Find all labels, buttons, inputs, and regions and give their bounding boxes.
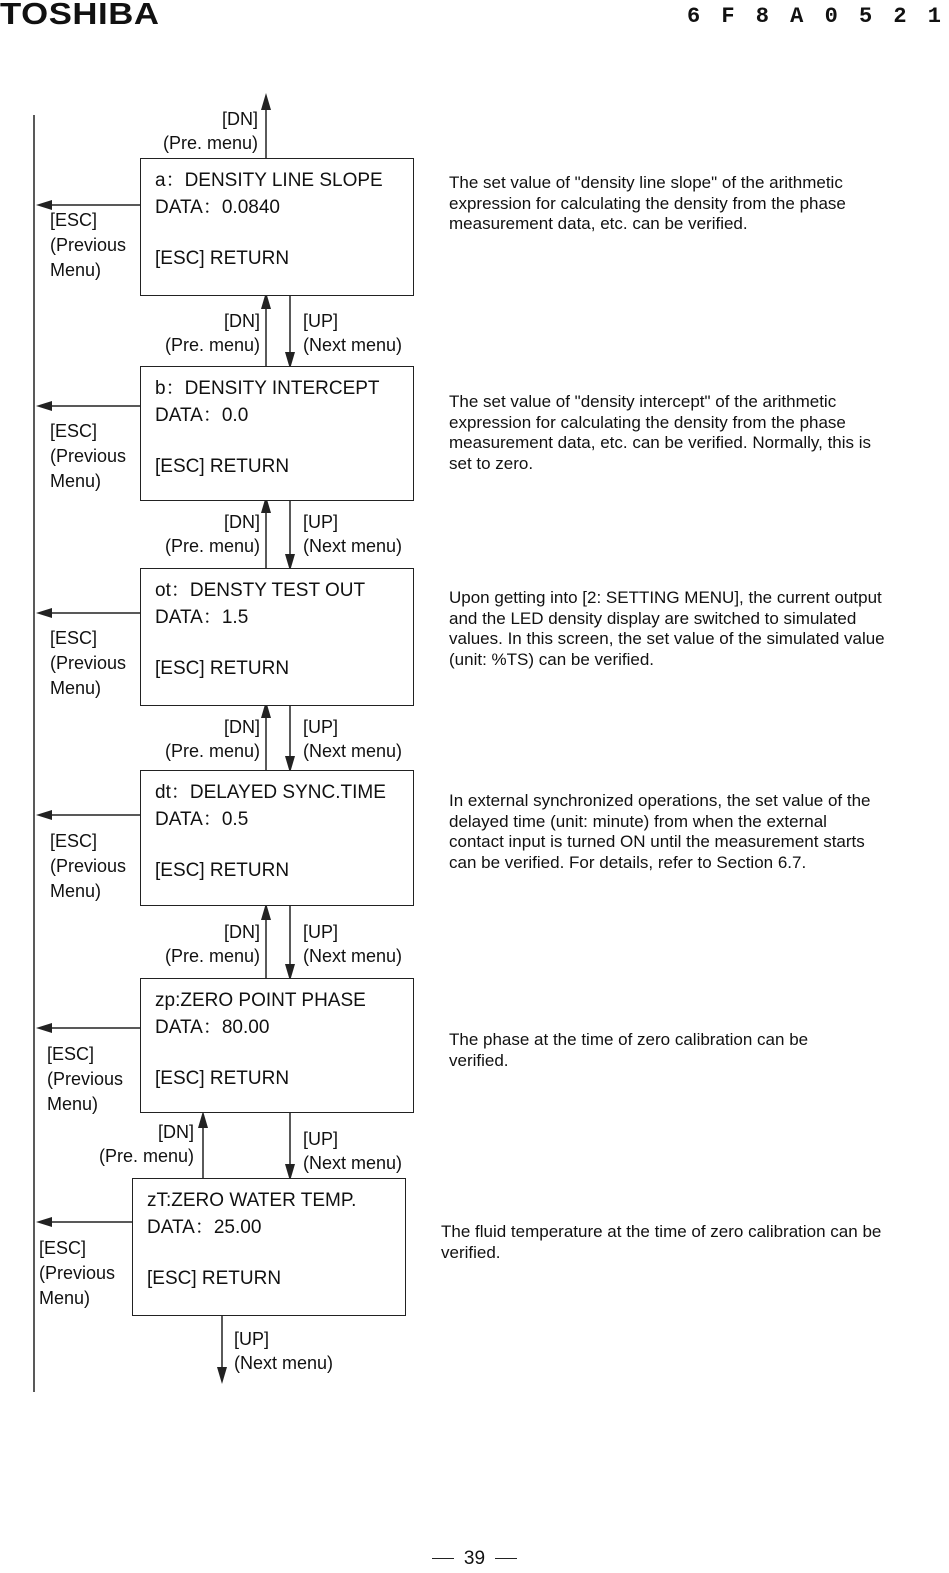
screen-title: dt：DELAYED SYNC.TIME bbox=[155, 782, 386, 803]
next-menu-text: (Next menu) bbox=[303, 946, 403, 966]
previous-text: (Previous bbox=[47, 1069, 124, 1089]
description-zero-point-phase: The phase at the time of zero calibration can be verified. bbox=[449, 1030, 809, 1070]
esc-arrowhead-4 bbox=[36, 810, 52, 820]
previous-text: (Previous bbox=[39, 1263, 116, 1283]
dn-arrowhead-top bbox=[261, 93, 271, 110]
screen-data: DATA：0.5 bbox=[155, 809, 249, 830]
screen-box-zero-point-phase bbox=[140, 978, 414, 1113]
pre-menu-text: (Pre. menu) bbox=[162, 133, 258, 153]
next-menu-text: (Next menu) bbox=[234, 1353, 334, 1373]
up-key-text: [UP] bbox=[234, 1329, 270, 1349]
esc-arrowhead-3 bbox=[36, 608, 52, 618]
esc-label-3 bbox=[50, 626, 126, 701]
pre-menu-text: (Pre. menu) bbox=[164, 946, 260, 966]
screen-box-density-line-slope bbox=[140, 158, 414, 296]
screen-title: ot：DENSTY TEST OUT bbox=[155, 580, 366, 601]
screen-title: b：DENSITY INTERCEPT bbox=[155, 378, 380, 399]
previous-text: (Previous bbox=[50, 235, 127, 255]
up-key-text: [UP] bbox=[303, 311, 339, 331]
esc-label-6 bbox=[39, 1236, 115, 1311]
screen-box-density-test-out bbox=[140, 568, 414, 706]
dn-label-2 bbox=[130, 510, 260, 558]
description-density-intercept: The set value of "density intercept" of the arithmetic expression for calculating the density from the phase measurement data, etc. can be verified. Normally, this is set to zero. bbox=[449, 392, 872, 473]
screen-box-zero-water-temp bbox=[132, 1178, 406, 1316]
pre-menu-text: (Pre. menu) bbox=[164, 741, 260, 761]
up-label-4 bbox=[303, 920, 402, 968]
previous-text: (Previous bbox=[50, 653, 127, 673]
dn-label-5 bbox=[70, 1120, 194, 1168]
up-label-2 bbox=[303, 510, 402, 558]
esc-arrowhead-2 bbox=[36, 401, 52, 411]
esc-key-text: [ESC] bbox=[50, 628, 98, 648]
up-key-text: [UP] bbox=[303, 1129, 339, 1149]
menu-text: Menu) bbox=[47, 1094, 99, 1114]
esc-label-2 bbox=[50, 419, 126, 494]
menu-text: Menu) bbox=[50, 260, 102, 280]
up-label-3 bbox=[303, 715, 402, 763]
screen-box-delayed-sync-time bbox=[140, 770, 414, 906]
pre-menu-text: (Pre. menu) bbox=[164, 536, 260, 556]
screen-data: DATA：80.00 bbox=[155, 1017, 270, 1038]
up-arrowhead-6 bbox=[217, 1367, 227, 1384]
screen-return: [ESC] RETURN bbox=[147, 1268, 282, 1289]
menu-text: Menu) bbox=[50, 881, 102, 901]
menu-text: Menu) bbox=[39, 1288, 91, 1308]
esc-label-1 bbox=[50, 208, 126, 283]
screen-box-density-intercept bbox=[140, 366, 414, 501]
up-label-5 bbox=[303, 1127, 402, 1175]
screen-data: DATA：25.00 bbox=[147, 1217, 262, 1238]
esc-key-text: [ESC] bbox=[50, 421, 98, 441]
page-number bbox=[0, 1548, 949, 1570]
page-number-text: 39 bbox=[463, 1548, 486, 1569]
dn-label-4 bbox=[130, 920, 260, 968]
page-dash-right bbox=[495, 1558, 517, 1559]
description-density-test-out: Upon getting into [2: SETTING MENU], the current output and the LED density display are switched to simulated values. In this screen, the set value of the simulated value (unit: %TS) can be verified. bbox=[449, 588, 885, 669]
dn-key-text: [DN] bbox=[158, 1122, 194, 1142]
dn-arrowhead-5 bbox=[198, 1111, 208, 1128]
up-label-6 bbox=[234, 1327, 333, 1375]
dn-key-text: [DN] bbox=[224, 717, 260, 737]
screen-return: [ESC] RETURN bbox=[155, 658, 290, 679]
screen-return: [ESC] RETURN bbox=[155, 456, 290, 477]
screen-return: [ESC] RETURN bbox=[155, 248, 290, 269]
next-menu-text: (Next menu) bbox=[303, 536, 403, 556]
esc-label-4 bbox=[50, 829, 126, 904]
dn-key-text: [DN] bbox=[224, 922, 260, 942]
dn-key-text: [DN] bbox=[224, 311, 260, 331]
screen-title: a：DENSITY LINE SLOPE bbox=[155, 170, 383, 191]
dn-label-top bbox=[130, 107, 258, 155]
screen-title: zp:ZERO POINT PHASE bbox=[155, 990, 366, 1011]
next-menu-text: (Next menu) bbox=[303, 741, 403, 761]
previous-text: (Previous bbox=[50, 856, 127, 876]
esc-key-text: [ESC] bbox=[47, 1044, 95, 1064]
esc-key-text: [ESC] bbox=[50, 831, 98, 851]
esc-key-text: [ESC] bbox=[50, 210, 98, 230]
up-key-text: [UP] bbox=[303, 922, 339, 942]
esc-arrowhead-6 bbox=[36, 1217, 52, 1227]
up-label-1 bbox=[303, 309, 402, 357]
toshiba-logo: TOSHIBA bbox=[0, 0, 160, 31]
screen-data: DATA：0.0 bbox=[155, 405, 249, 426]
document-number: 6 F 8 A 0 5 2 1 bbox=[686, 4, 945, 29]
next-menu-text: (Next menu) bbox=[303, 1153, 403, 1173]
dn-label-1 bbox=[130, 309, 260, 357]
screen-return: [ESC] RETURN bbox=[155, 1068, 290, 1089]
description-delayed-sync-time: In external synchronized operations, the set value of the delayed time (unit: minute) from when the external contact input is turned ON until the measurement starts can be verified. For details, refer to Section 6.7. bbox=[449, 791, 871, 872]
up-key-text: [UP] bbox=[303, 512, 339, 532]
screen-return: [ESC] RETURN bbox=[155, 860, 290, 881]
screen-title: zT:ZERO WATER TEMP. bbox=[147, 1190, 357, 1211]
up-key-text: [UP] bbox=[303, 717, 339, 737]
screen-data: DATA：1.5 bbox=[155, 607, 249, 628]
esc-key-text: [ESC] bbox=[39, 1238, 87, 1258]
screen-data: DATA：0.0840 bbox=[155, 197, 280, 218]
pre-menu-text: (Pre. menu) bbox=[164, 335, 260, 355]
pre-menu-text: (Pre. menu) bbox=[98, 1146, 194, 1166]
dn-label-3 bbox=[130, 715, 260, 763]
dn-key-text: [DN] bbox=[224, 512, 260, 532]
page-dash-left bbox=[432, 1558, 454, 1559]
menu-text: Menu) bbox=[50, 471, 102, 491]
description-zero-water-temp: The fluid temperature at the time of zero calibration can be verified. bbox=[441, 1222, 882, 1262]
dn-key-text: [DN] bbox=[222, 109, 258, 129]
esc-arrowhead-5 bbox=[36, 1023, 52, 1033]
menu-text: Menu) bbox=[50, 678, 102, 698]
esc-label-5 bbox=[47, 1042, 123, 1117]
description-density-line-slope: The set value of "density line slope" of the arithmetic expression for calculating the density from the phase measurement data, etc. can be verified. bbox=[449, 173, 846, 233]
next-menu-text: (Next menu) bbox=[303, 335, 403, 355]
previous-text: (Previous bbox=[50, 446, 127, 466]
